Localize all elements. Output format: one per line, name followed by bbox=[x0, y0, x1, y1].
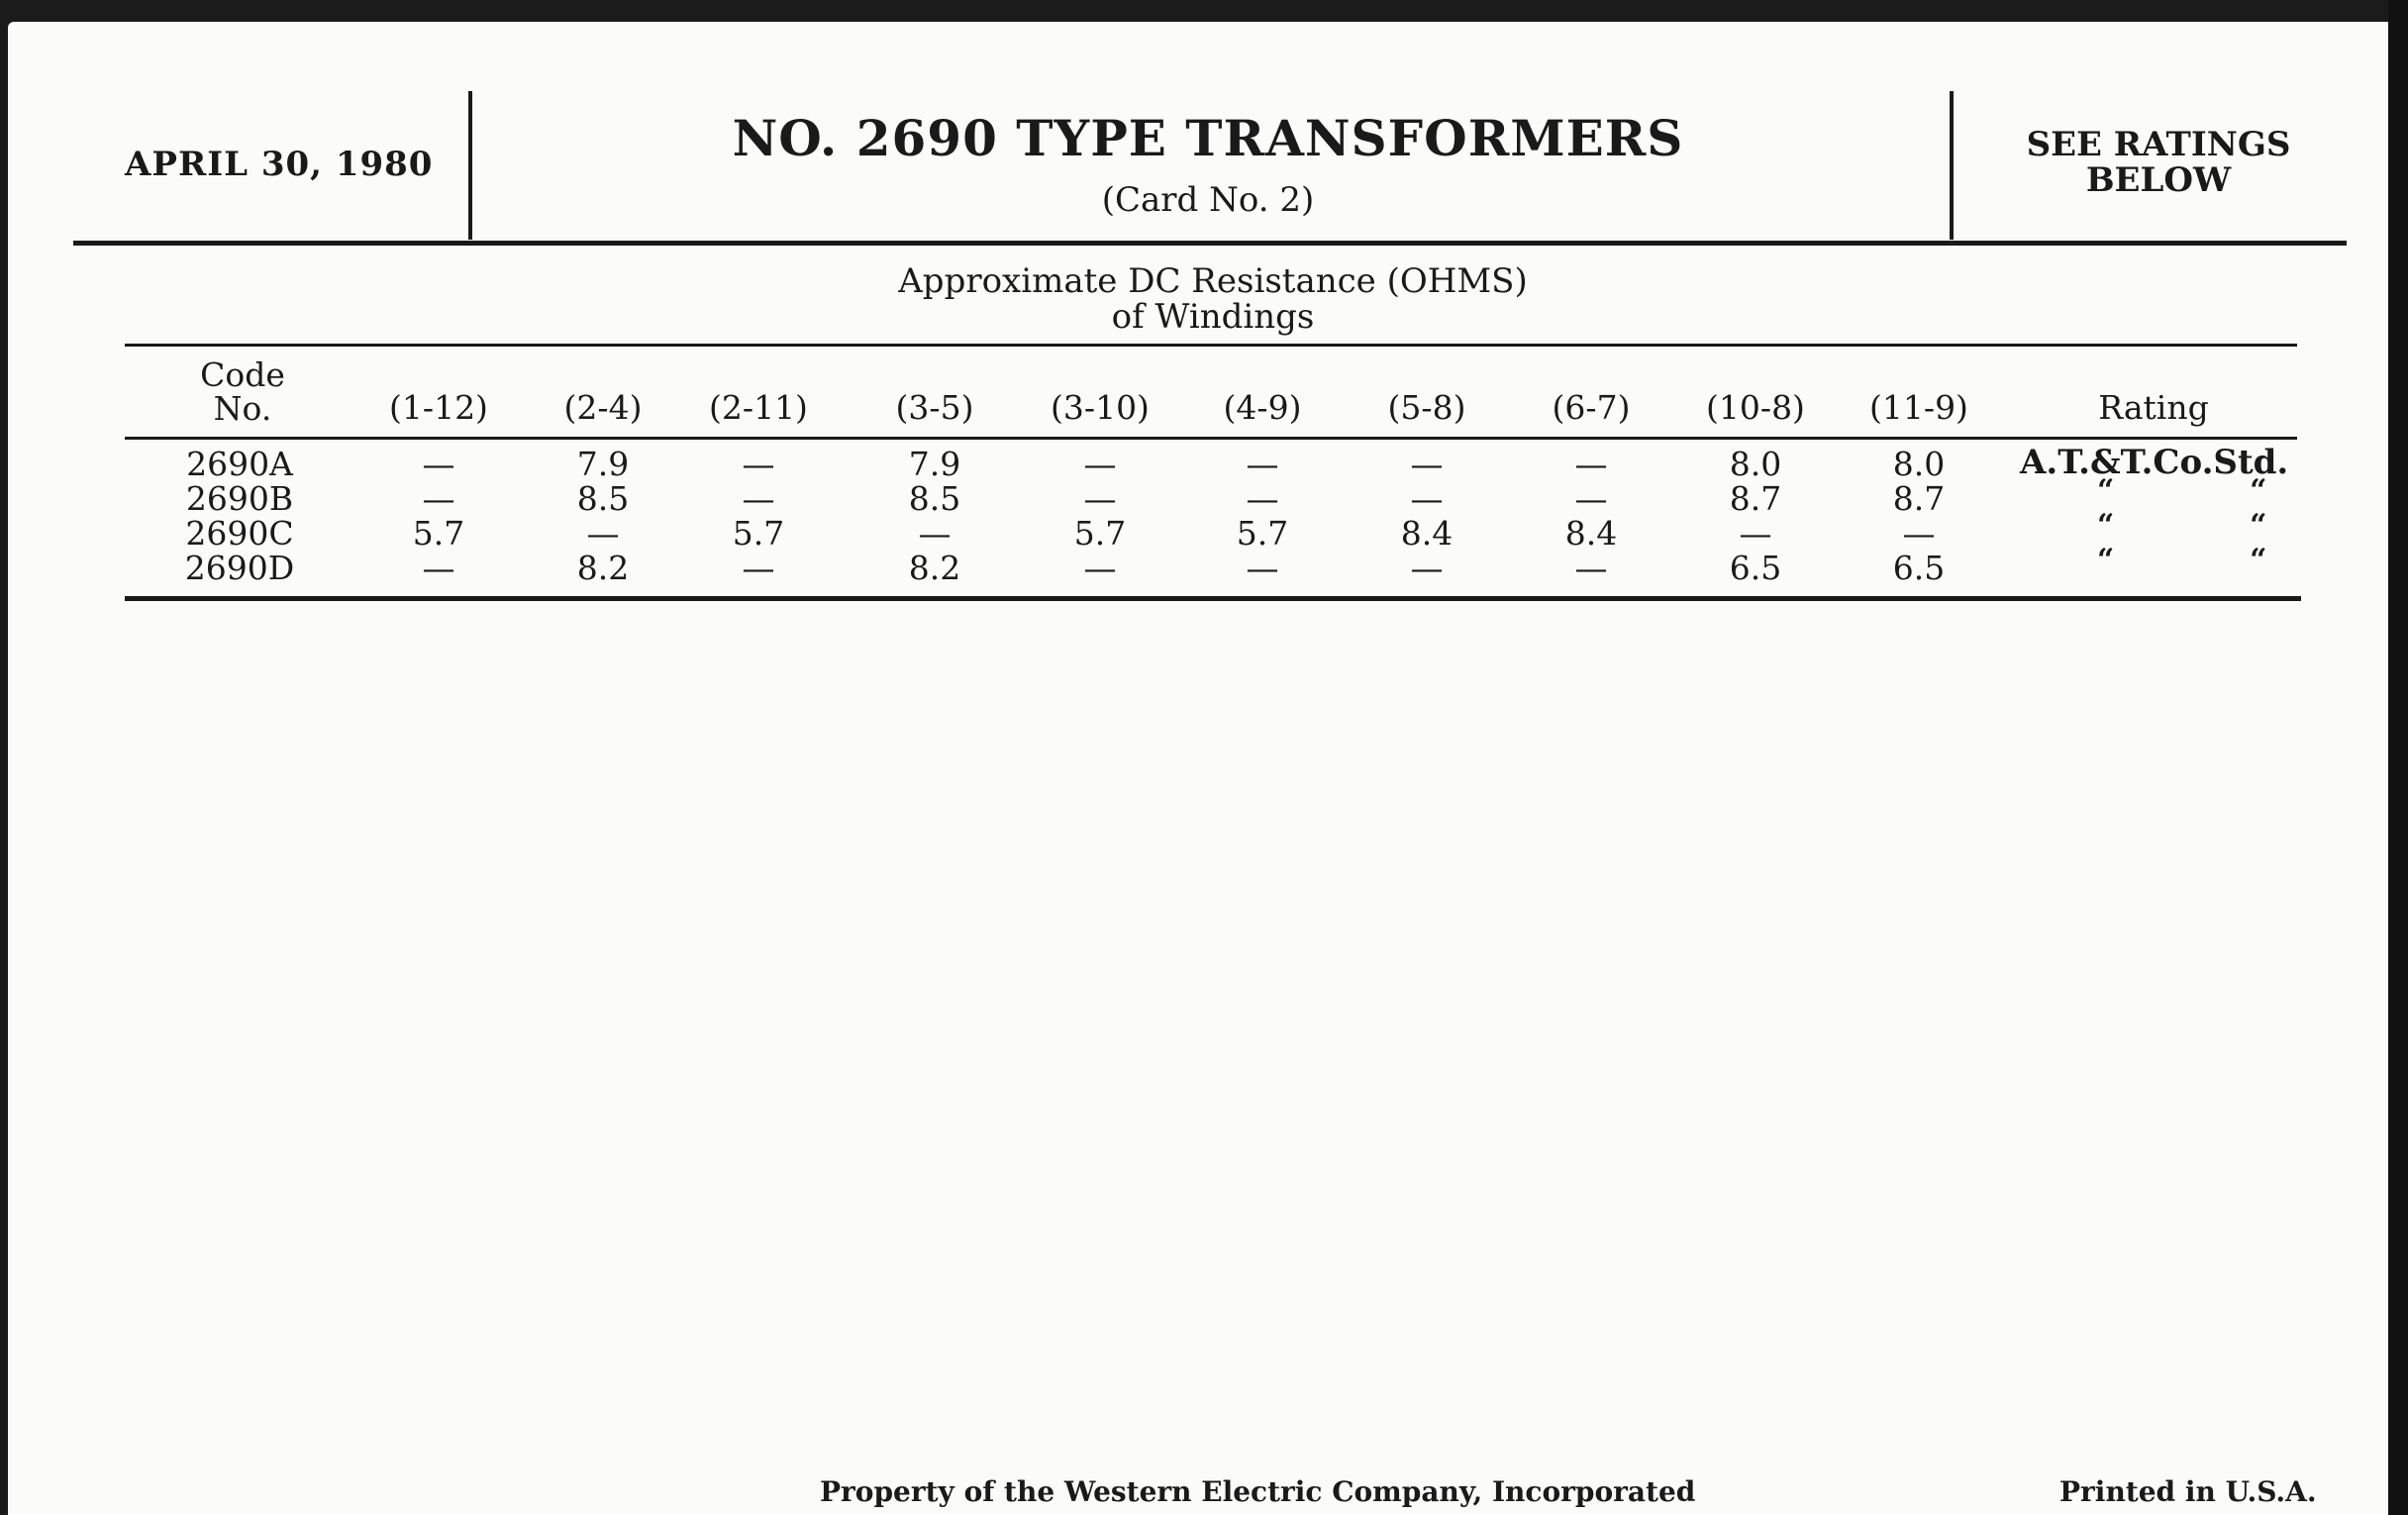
table-bottom-rule bbox=[125, 596, 2301, 601]
value-cell: — bbox=[586, 514, 620, 553]
code-column-header bbox=[178, 355, 307, 428]
value-cell: 6.5 bbox=[1729, 549, 1782, 587]
value-cell: 8.4 bbox=[1564, 514, 1618, 553]
value-cell: 5.7 bbox=[1073, 514, 1127, 553]
value-cell: 5.7 bbox=[412, 514, 465, 553]
code-header-line2: No. bbox=[213, 389, 272, 428]
value-cell: — bbox=[1574, 479, 1608, 518]
column-header: (5-8) bbox=[1387, 388, 1466, 427]
value-cell: — bbox=[1410, 479, 1444, 518]
scan-edge bbox=[2388, 0, 2408, 1515]
column-header: (4-9) bbox=[1223, 388, 1302, 427]
column-header: (2-11) bbox=[709, 388, 808, 427]
value-cell: 7.9 bbox=[576, 445, 630, 483]
rating-column-header: Rating bbox=[2098, 388, 2209, 427]
ratings-note-line1: SEE RATINGS bbox=[2026, 125, 2291, 164]
header-rule bbox=[73, 241, 2347, 246]
value-cell: — bbox=[422, 479, 455, 518]
page-title: NO. 2690 TYPE TRANSFORMERS bbox=[732, 109, 1684, 167]
value-cell: — bbox=[1739, 514, 1772, 553]
rating-cell: A.T.&T.Co.Std. bbox=[2020, 443, 2289, 482]
code-cell: 2690B bbox=[185, 479, 294, 518]
rating-ditto-cell: “ “ bbox=[2097, 508, 2267, 543]
value-cell: — bbox=[1574, 445, 1608, 483]
value-cell: 8.5 bbox=[908, 479, 961, 518]
value-cell: — bbox=[1083, 445, 1117, 483]
value-cell: 7.9 bbox=[908, 445, 961, 483]
column-header: (11-9) bbox=[1869, 388, 1968, 427]
rating-ditto-cell: “ “ bbox=[2097, 473, 2267, 508]
table-top-rule bbox=[125, 344, 2297, 347]
column-header: (3-5) bbox=[895, 388, 974, 427]
column-header: (1-12) bbox=[389, 388, 488, 427]
value-cell: — bbox=[742, 479, 775, 518]
value-cell: — bbox=[1574, 549, 1608, 587]
value-cell: — bbox=[1246, 549, 1279, 587]
column-header: (10-8) bbox=[1706, 388, 1805, 427]
column-header: (6-7) bbox=[1552, 388, 1631, 427]
page-subtitle: (Card No. 2) bbox=[1101, 180, 1315, 220]
value-cell: — bbox=[422, 445, 455, 483]
value-cell: — bbox=[742, 549, 775, 587]
value-cell: — bbox=[918, 514, 952, 553]
code-cell: 2690D bbox=[184, 549, 295, 587]
value-cell: — bbox=[1083, 479, 1117, 518]
table-heading-line1: Approximate DC Resistance (OHMS) bbox=[898, 261, 1528, 301]
value-cell: 8.2 bbox=[908, 549, 961, 587]
value-cell: 8.5 bbox=[576, 479, 630, 518]
document-date: APRIL 30, 1980 bbox=[125, 145, 434, 184]
column-header: (3-10) bbox=[1051, 388, 1150, 427]
table-header-rule bbox=[125, 437, 2297, 440]
table-heading bbox=[693, 263, 1733, 335]
table-heading-line2: of Windings bbox=[1111, 297, 1315, 337]
column-header: (2-4) bbox=[563, 388, 643, 427]
value-cell: 5.7 bbox=[1236, 514, 1289, 553]
value-cell: 8.4 bbox=[1400, 514, 1454, 553]
value-cell: 8.7 bbox=[1892, 479, 1946, 518]
value-cell: — bbox=[1902, 514, 1936, 553]
footer-property: Property of the Western Electric Company, Incorporated bbox=[820, 1475, 1696, 1508]
code-cell: 2690A bbox=[186, 445, 293, 483]
value-cell: 8.2 bbox=[576, 549, 630, 587]
footer-printed: Printed in U.S.A. bbox=[2059, 1475, 2317, 1508]
value-cell: — bbox=[1410, 549, 1444, 587]
value-cell: — bbox=[1246, 445, 1279, 483]
rating-ditto-cell: “ “ bbox=[2097, 543, 2267, 577]
value-cell: 5.7 bbox=[732, 514, 785, 553]
document-card bbox=[8, 22, 2392, 1515]
value-cell: 8.0 bbox=[1892, 445, 1946, 483]
value-cell: 6.5 bbox=[1892, 549, 1946, 587]
value-cell: — bbox=[1083, 549, 1117, 587]
value-cell: — bbox=[742, 445, 775, 483]
value-cell: — bbox=[1246, 479, 1279, 518]
value-cell: 8.7 bbox=[1729, 479, 1782, 518]
code-header-line1: Code bbox=[200, 355, 285, 394]
ratings-note bbox=[1951, 127, 2366, 198]
ratings-note-line2: BELOW bbox=[2085, 160, 2232, 200]
value-cell: — bbox=[422, 549, 455, 587]
code-cell: 2690C bbox=[185, 514, 294, 553]
value-cell: 8.0 bbox=[1729, 445, 1782, 483]
value-cell: — bbox=[1410, 445, 1444, 483]
